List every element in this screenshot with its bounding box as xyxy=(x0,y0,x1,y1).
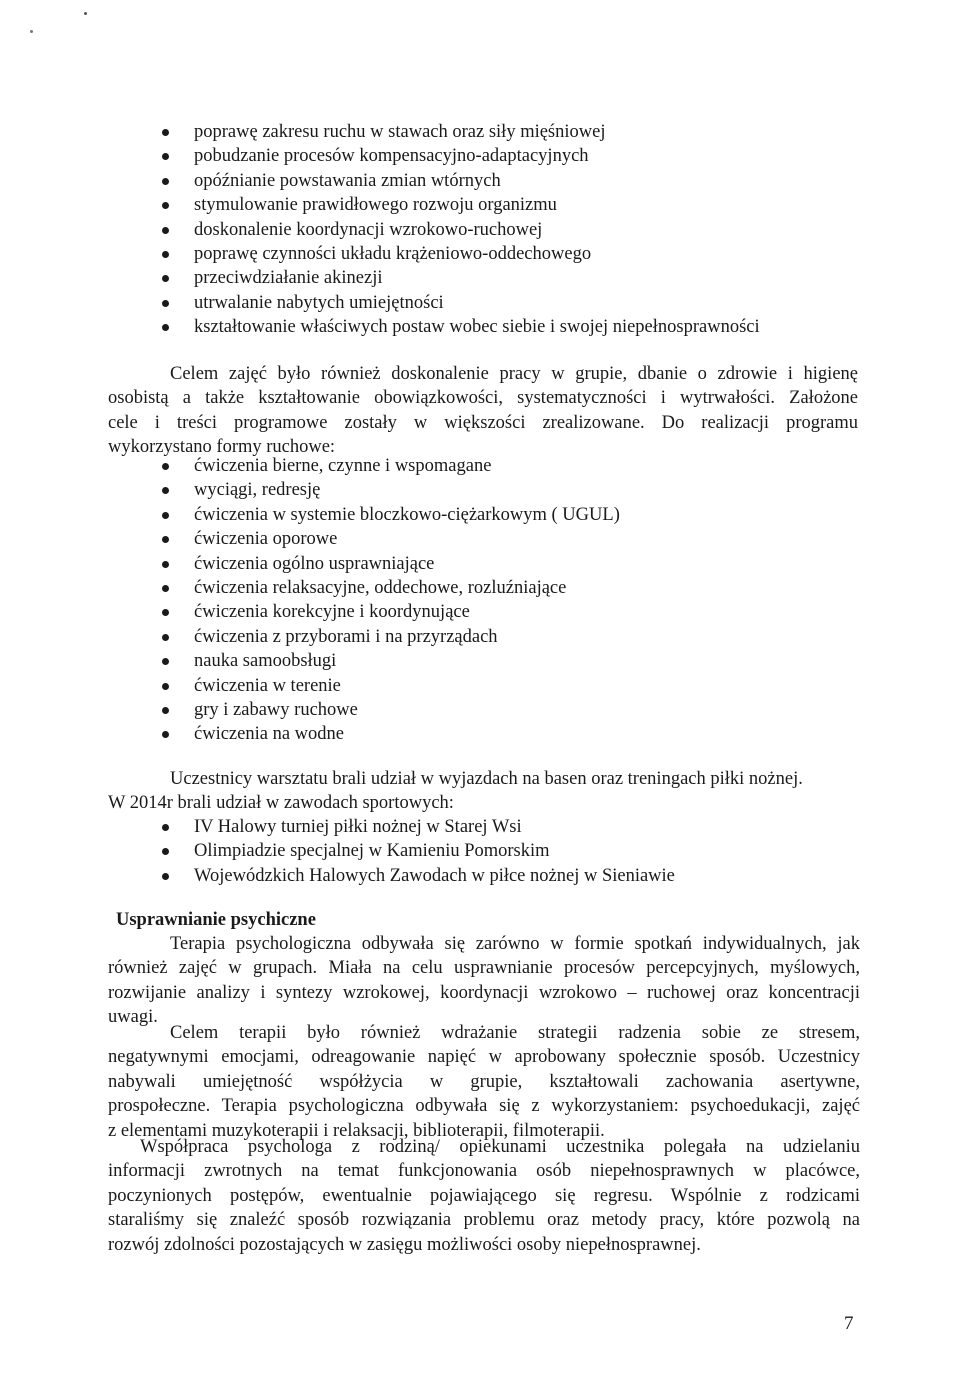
list-item: ćwiczenia relaksacyjne, oddechowe, rozluźniające xyxy=(162,576,862,600)
bullet-icon xyxy=(162,512,169,519)
competitions-list xyxy=(162,815,862,888)
list-item: kształtowanie właściwych postaw wobec siebie i swojej niepełnosprawności xyxy=(162,315,882,339)
bullet-icon xyxy=(162,731,169,738)
scan-speck xyxy=(30,30,33,33)
bullet-icon xyxy=(162,707,169,714)
list-item: nauka samoobsługi xyxy=(162,649,862,673)
list-item: utrwalanie nabytych umiejętności xyxy=(162,291,882,315)
list-item: Olimpiadzie specjalnej w Kamieniu Pomorskim xyxy=(162,839,862,863)
bullet-icon xyxy=(162,536,169,543)
bullet-icon xyxy=(162,463,169,470)
list-item: ćwiczenia korekcyjne i koordynujące xyxy=(162,600,862,624)
psych-paragraph-2: Celem terapii było również wdrażanie strategii radzenia sobie ze stresem, negatywnymi emocjami, odreagowanie napięć w aprobowany społecznie sposób. Uczestnicy nabywali umiejętność współżycia w grupie, kształtowali zachowania asertywne, prospołeczne. Terapia psychologiczna odbywała się z wykorzystaniem: psychoedukacji, zajęć z elementami muzykoterapii i relaksacji, biblioterapii, filmoterapii. xyxy=(108,1023,860,1141)
list-item: poprawę czynności układu krążeniowo-oddechowego xyxy=(162,242,882,266)
page-number: 7 xyxy=(844,1313,854,1334)
list-item: wyciągi, redresję xyxy=(162,478,862,502)
bullet-icon xyxy=(162,129,169,136)
bullet-icon xyxy=(162,658,169,665)
bullet-icon xyxy=(162,227,169,234)
section-heading: Usprawnianie psychiczne xyxy=(116,910,316,930)
bullet-icon xyxy=(162,300,169,307)
list-item: pobudzanie procesów kompensacyjno-adaptacyjnych xyxy=(162,144,882,168)
bullet-icon xyxy=(162,275,169,282)
list-item: przeciwdziałanie akinezji xyxy=(162,266,882,290)
bullet-icon xyxy=(162,585,169,592)
list-item: ćwiczenia z przyborami i na przyrządach xyxy=(162,625,862,649)
psych-paragraph-3: Współpraca psychologa z rodziną/ opiekunami uczestnika polegała na udzielaniu informacji zwrotnych na temat funkcjonowania osób niepełnosprawnych w placówce, poczynionych postępów, ewentualnie pojawiającego się regresu. Wspólnie z rodzicami staraliśmy się znaleźć sposób rozwiązania problemu oraz metody pracy, które pozwolą na rozwój zdolności pozostających w zasięgu możliwości osoby niepełnosprawnej. xyxy=(108,1137,860,1255)
goals-paragraph: Celem zajęć było również doskonalenie pracy w grupie, dbanie o zdrowie i higienę osobistą a także kształtowanie obowiązkowości, systematyczności i wytrwałości. Założone cele i treści programowe zostały w większości zrealizowane. Do realizacji programu wykorzystano formy ruchowe: xyxy=(108,364,858,458)
list-item: ćwiczenia bierne, czynne i wspomagane xyxy=(162,454,862,478)
bullet-icon xyxy=(162,634,169,641)
bullet-icon xyxy=(162,873,169,880)
psych-paragraph-1: Terapia psychologiczna odbywała się zarówno w formie spotkań indywidualnych, jak również zajęć w grupach. Miała na celu usprawnianie procesów percepcyjnych, myślowych, rozwijanie analizy i syntezy wzrokowej, koordynacji wzrokowo – ruchowej oraz koncentracji uwagi. xyxy=(108,934,860,1028)
list-item: poprawę zakresu ruchu w stawach oraz siły mięśniowej xyxy=(162,120,882,144)
bullet-icon xyxy=(162,487,169,494)
list-item: ćwiczenia w systemie bloczkowo-ciężarkowym ( UGUL) xyxy=(162,503,862,527)
sport-paragraph: Uczestnicy warsztatu brali udział w wyjazdach na basen oraz treningach piłki nożnej. W 2014r brali udział w zawodach sportowych: xyxy=(108,769,803,814)
bullet-icon xyxy=(162,683,169,690)
list-item: ćwiczenia w terenie xyxy=(162,674,862,698)
list-item: Wojewódzkich Halowych Zawodach w piłce nożnej w Sieniawie xyxy=(162,864,862,888)
bullet-icon xyxy=(162,202,169,209)
bullet-icon xyxy=(162,561,169,568)
bullet-icon xyxy=(162,824,169,831)
rehab-goals-list xyxy=(162,120,882,340)
bullet-icon xyxy=(162,178,169,185)
list-item: ćwiczenia na wodne xyxy=(162,722,862,746)
bullet-icon xyxy=(162,848,169,855)
bullet-icon xyxy=(162,324,169,331)
list-item: gry i zabawy ruchowe xyxy=(162,698,862,722)
list-item: doskonalenie koordynacji wzrokowo-ruchowej xyxy=(162,218,882,242)
list-item: opóźnianie powstawania zmian wtórnych xyxy=(162,169,882,193)
list-item: IV Halowy turniej piłki nożnej w Starej Wsi xyxy=(162,815,862,839)
bullet-icon xyxy=(162,251,169,258)
list-item: stymulowanie prawidłowego rozwoju organizmu xyxy=(162,193,882,217)
scan-speck xyxy=(84,12,87,15)
bullet-icon xyxy=(162,609,169,616)
list-item: ćwiczenia ogólno usprawniające xyxy=(162,552,862,576)
bullet-icon xyxy=(162,153,169,160)
list-item: ćwiczenia oporowe xyxy=(162,527,862,551)
exercise-forms-list xyxy=(162,454,862,747)
